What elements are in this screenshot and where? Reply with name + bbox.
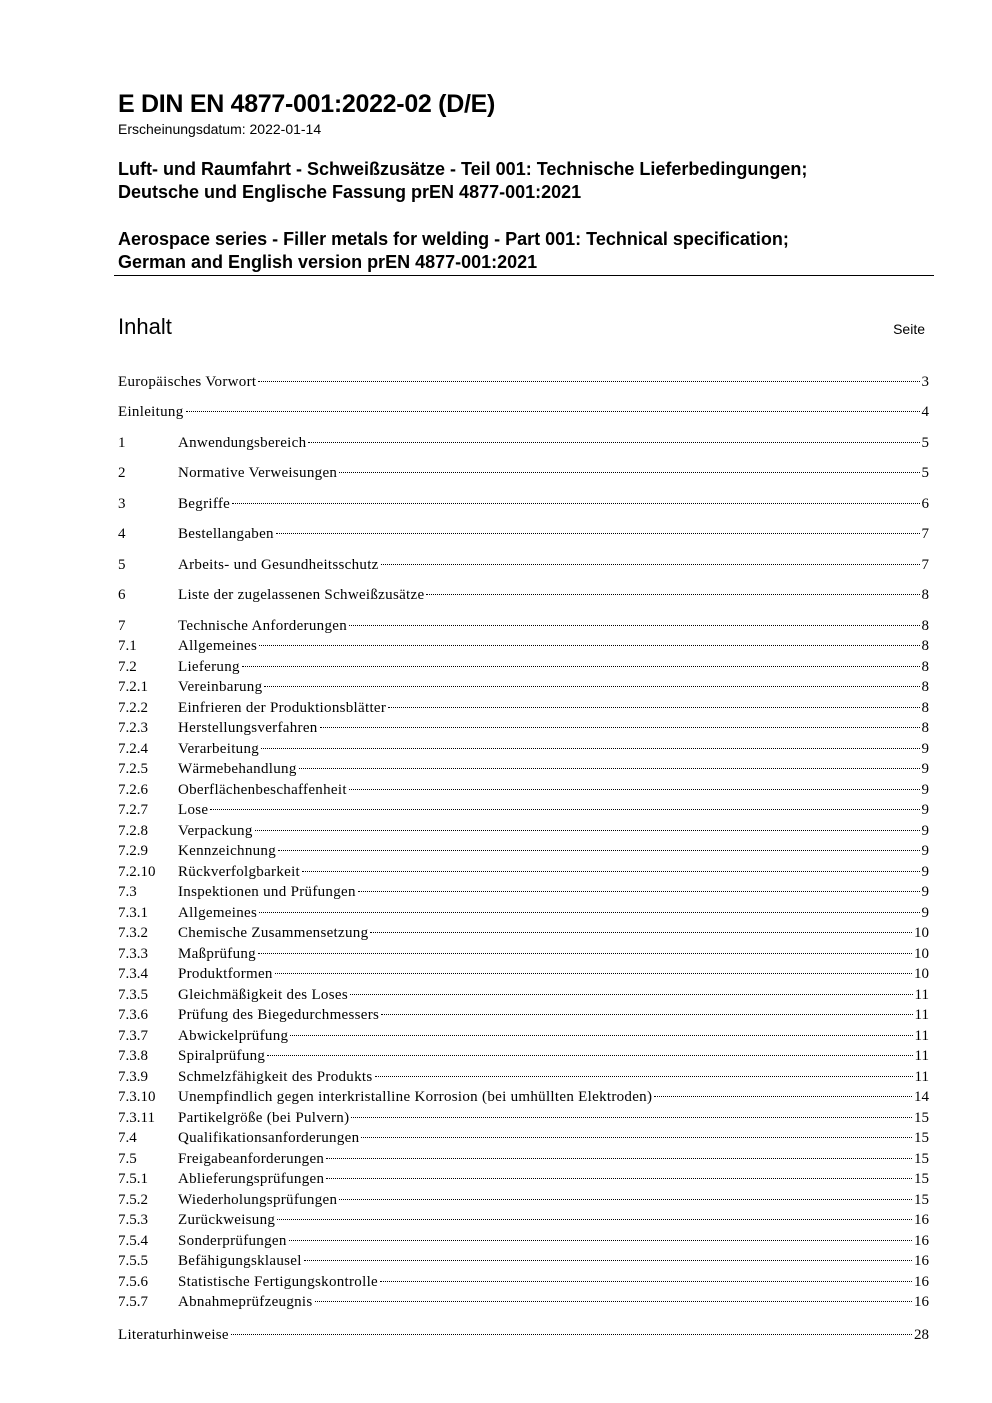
toc-entry-number: 7.3.3 [118, 946, 148, 962]
toc-entry-title: Anwendungsbereich [178, 435, 307, 451]
toc-entry-number: 7.2 [118, 659, 137, 675]
toc-entry[interactable] [118, 903, 929, 923]
toc-entry-number: 7.2.7 [118, 802, 148, 818]
toc-entry-page: 9 [921, 823, 929, 839]
toc-entry-number: 7.5.3 [118, 1212, 148, 1228]
dot-leader [264, 686, 919, 687]
toc-entry-page: 16 [914, 1253, 929, 1269]
toc-entry-title: Normative Verweisungen [178, 465, 338, 481]
toc-entry-number: 7.2.8 [118, 823, 148, 839]
toc-entry-number: 7.5.6 [118, 1274, 148, 1290]
dot-leader [276, 533, 920, 534]
dot-leader [278, 850, 919, 851]
toc-entry-number: 7.5.7 [118, 1294, 148, 1310]
dot-leader [381, 564, 920, 565]
toc-entry-page: 11 [914, 1028, 929, 1044]
toc-entry-title: Chemische Zusammensetzung [178, 925, 369, 941]
toc-entry[interactable] [118, 1149, 929, 1169]
toc-entry-title: Lose [178, 802, 209, 818]
toc-entry-title: Arbeits- und Gesundheitsschutz [178, 557, 379, 573]
toc-entry-number: 7.5.2 [118, 1192, 148, 1208]
dot-leader [326, 1158, 912, 1159]
toc-entry-number: 7.3.5 [118, 987, 148, 1003]
toc-entry-number: 7.3.6 [118, 1007, 148, 1023]
toc-entry-number: 7.2.3 [118, 720, 148, 736]
toc-entry-page: 9 [921, 782, 929, 798]
dot-leader [232, 503, 919, 504]
toc-entry-title: Einfrieren der Produktionsblätter [178, 700, 387, 716]
toc-entry-number: 7.3.1 [118, 905, 148, 921]
toc-entry[interactable] [118, 821, 929, 841]
toc-entry-page: 15 [914, 1192, 929, 1208]
toc-entry-number: 7.2.1 [118, 679, 148, 695]
toc-entry[interactable] [118, 841, 929, 861]
dot-leader [259, 645, 919, 646]
toc-entry-page: 11 [914, 1048, 929, 1064]
dot-leader [275, 973, 912, 974]
toc-entry[interactable] [118, 636, 929, 656]
toc-entry-page: 9 [921, 884, 929, 900]
toc-entry-page: 15 [914, 1110, 929, 1126]
toc-entry-number: 7.3.10 [118, 1089, 156, 1105]
toc-entry-page: 16 [914, 1294, 929, 1310]
toc-entry-title: Wärmebehandlung [178, 761, 297, 777]
toc-entry[interactable] [118, 759, 929, 779]
dot-leader [361, 1137, 912, 1138]
toc-entry-page: 5 [921, 465, 929, 481]
toc-entry-page: 15 [914, 1151, 929, 1167]
toc-entry-title: Abnahmeprüfzeugnis [178, 1294, 313, 1310]
toc-entry-title: Begriffe [178, 496, 231, 512]
toc-entry-page: 8 [921, 587, 929, 603]
toc-entry-title: Liste der zugelassenen Schweißzusätze [178, 587, 425, 603]
title-german-line-2: Deutsche und Englische Fassung prEN 4877-001:2021 [118, 182, 582, 202]
toc-entry[interactable] [118, 433, 929, 453]
dot-leader [242, 666, 920, 667]
dot-leader [350, 994, 913, 995]
publication-date: Erscheinungsdatum: 2022-01-14 [118, 121, 322, 137]
toc-entry[interactable] [118, 1067, 929, 1087]
toc-entry-page: 8 [921, 638, 929, 654]
toc-entry-title: Bestellangaben [178, 526, 274, 542]
dot-leader [349, 789, 920, 790]
toc-entry-number: 7.5.4 [118, 1233, 148, 1249]
toc-entry-number: 7.5.5 [118, 1253, 148, 1269]
dot-leader [299, 768, 920, 769]
toc-entry-page: 8 [921, 700, 929, 716]
toc-entry-number: 7.3.2 [118, 925, 148, 941]
toc-entry-title: Verarbeitung [178, 741, 260, 757]
toc-entry[interactable] [118, 1210, 929, 1230]
toc-entry-page: 10 [914, 946, 929, 962]
toc-entry-number: 7.3.11 [118, 1110, 155, 1126]
toc-entry[interactable] [118, 463, 929, 483]
toc-entry-title: Vereinbarung [178, 679, 263, 695]
dot-leader [186, 411, 920, 412]
toc-entry-title: Abwickelprüfung [178, 1028, 289, 1044]
toc-entry[interactable] [118, 964, 929, 984]
toc-entry[interactable] [118, 1272, 929, 1292]
toc-entry-page: 8 [921, 720, 929, 736]
toc-entry-number: 7.5 [118, 1151, 137, 1167]
dot-leader [277, 1219, 912, 1220]
dot-leader [259, 912, 919, 913]
toc-entry-number: 5 [118, 557, 126, 573]
toc-entry[interactable] [118, 800, 929, 820]
toc-entry[interactable] [118, 882, 929, 902]
toc-entry-title: Qualifikationsanforderungen [178, 1130, 360, 1146]
toc-entry-number: 7.3.8 [118, 1048, 148, 1064]
dot-leader [381, 1014, 912, 1015]
toc-entry-number: 7 [118, 618, 126, 634]
toc-entry-title: Lieferung [178, 659, 240, 675]
toc-entry-page: 15 [914, 1130, 929, 1146]
toc-entry-title: Befähigungsklausel [178, 1253, 302, 1269]
dot-leader [267, 1055, 912, 1056]
toc-entry-title: Maßprüfung [178, 946, 256, 962]
toc-entry-number: 7.2.6 [118, 782, 148, 798]
toc-entry[interactable] [118, 985, 929, 1005]
dot-leader [290, 1035, 912, 1036]
toc-entry-number: 3 [118, 496, 126, 512]
toc-entry-page: 10 [914, 966, 929, 982]
toc-entry-number: 7.2.4 [118, 741, 148, 757]
toc-entry-number: 7.4 [118, 1130, 137, 1146]
toc-entry-number: 7.1 [118, 638, 137, 654]
toc-entry-title: Ablieferungsprüfungen [178, 1171, 325, 1187]
toc-entry[interactable] [118, 657, 929, 677]
toc-entry-page: 11 [914, 1069, 929, 1085]
toc-entry-number: 7.3 [118, 884, 137, 900]
title-german-line-1: Luft- und Raumfahrt - Schweißzusätze - Teil 001: Technische Lieferbedingungen; [118, 159, 808, 179]
dot-leader [339, 472, 919, 473]
toc-entry-title: Europäisches Vorwort [118, 374, 257, 390]
toc-entry-page: 4 [921, 404, 929, 420]
toc-entry-page: 16 [914, 1274, 929, 1290]
dot-leader [261, 748, 919, 749]
dot-leader [210, 809, 919, 810]
dot-leader [258, 381, 919, 382]
dot-leader [315, 1301, 912, 1302]
toc-entry-number: 7.2.2 [118, 700, 148, 716]
toc-entry-title: Wiederholungsprüfungen [178, 1192, 338, 1208]
toc-entry-number: 7.2.10 [118, 864, 156, 880]
page-column-heading: Seite [893, 321, 925, 337]
toc-entry-page: 9 [921, 761, 929, 777]
toc-entry[interactable] [118, 1325, 929, 1345]
toc-entry-title: Kennzeichnung [178, 843, 277, 859]
dot-leader [380, 1281, 912, 1282]
dot-leader [351, 1117, 912, 1118]
toc-entry-number: 7.3.4 [118, 966, 148, 982]
toc-entry-page: 9 [921, 741, 929, 757]
toc-entry-number: 6 [118, 587, 126, 603]
toc-entry-title: Technische Anforderungen [178, 618, 348, 634]
dot-leader [304, 1260, 912, 1261]
toc-entry[interactable] [118, 402, 929, 422]
toc-entry[interactable] [118, 1026, 929, 1046]
toc-entry[interactable] [118, 862, 929, 882]
toc-entry-number: 7.3.7 [118, 1028, 148, 1044]
toc-entry[interactable] [118, 1046, 929, 1066]
toc-entry-title: Statistische Fertigungskontrolle [178, 1274, 378, 1290]
toc-entry-number: 7.5.1 [118, 1171, 148, 1187]
toc-entry-title: Gleichmäßigkeit des Loses [178, 987, 348, 1003]
toc-entry-title: Zurückweisung [178, 1212, 276, 1228]
toc-entry-page: 11 [914, 987, 929, 1003]
toc-entry[interactable] [118, 616, 929, 636]
toc-entry-page: 7 [921, 526, 929, 542]
toc-entry-page: 15 [914, 1171, 929, 1187]
toc-entry-page: 7 [921, 557, 929, 573]
toc-entry-page: 28 [914, 1327, 929, 1343]
dot-leader [320, 727, 920, 728]
toc-entry[interactable] [118, 585, 929, 605]
contents-heading: Inhalt [118, 314, 172, 339]
toc-entry-page: 9 [921, 864, 929, 880]
dot-leader [289, 1240, 912, 1241]
dot-leader [375, 1076, 913, 1077]
header-divider [114, 275, 934, 276]
toc-entry-number: 4 [118, 526, 126, 542]
toc-entry-page: 9 [921, 843, 929, 859]
document-id: E DIN EN 4877-001:2022-02 (D/E) [118, 90, 495, 118]
toc-entry-title: Prüfung des Biegedurchmessers [178, 1007, 380, 1023]
toc-entry-number: 1 [118, 435, 126, 451]
dot-leader [370, 932, 912, 933]
toc-entry-number: 7.3.9 [118, 1069, 148, 1085]
toc-entry[interactable] [118, 372, 929, 392]
dot-leader [308, 442, 919, 443]
dot-leader [388, 707, 919, 708]
toc-entry-page: 10 [914, 925, 929, 941]
toc-entry[interactable] [118, 923, 929, 943]
dot-leader [349, 625, 919, 626]
toc-entry[interactable] [118, 1128, 929, 1148]
dot-leader [426, 594, 919, 595]
dot-leader [255, 830, 920, 831]
toc-entry-page: 5 [921, 435, 929, 451]
toc-entry-title: Schmelzfähigkeit des Produkts [178, 1069, 373, 1085]
toc-entry-number: 7.2.5 [118, 761, 148, 777]
toc-entry[interactable] [118, 780, 929, 800]
toc-entry[interactable] [118, 494, 929, 514]
toc-entry[interactable] [118, 718, 929, 738]
toc-entry-page: 9 [921, 905, 929, 921]
toc-entry[interactable] [118, 698, 929, 718]
dot-leader [339, 1199, 912, 1200]
toc-entry-title: Produktformen [178, 966, 273, 982]
toc-entry[interactable] [118, 1292, 929, 1312]
toc-entry[interactable] [118, 555, 929, 575]
toc-entry[interactable] [118, 1251, 929, 1271]
toc-entry[interactable] [118, 1231, 929, 1251]
dot-leader [654, 1096, 912, 1097]
toc-entry-page: 16 [914, 1233, 929, 1249]
toc-entry-title: Herstellungsverfahren [178, 720, 318, 736]
toc-entry-page: 11 [914, 1007, 929, 1023]
toc-entry-title: Oberflächenbeschaffenheit [178, 782, 347, 798]
toc-entry[interactable] [118, 739, 929, 759]
toc-entry-number: 7.2.9 [118, 843, 148, 859]
toc-entry-title: Inspektionen und Prüfungen [178, 884, 356, 900]
toc-entry[interactable] [118, 1087, 929, 1107]
toc-entry-page: 14 [914, 1089, 929, 1105]
toc-entry-title: Unempfindlich gegen interkristalline Korrosion (bei umhüllten Elektroden) [178, 1089, 653, 1105]
toc-entry-number: 2 [118, 465, 126, 481]
dot-leader [302, 871, 919, 872]
toc-entry-title: Verpackung [178, 823, 253, 839]
toc-entry[interactable] [118, 524, 929, 544]
toc-entry-title: Literaturhinweise [118, 1327, 229, 1343]
dot-leader [258, 953, 912, 954]
toc-entry-title: Spiralprüfung [178, 1048, 266, 1064]
toc-entry-title: Freigabeanforderungen [178, 1151, 325, 1167]
title-english-line-1: Aerospace series - Filler metals for welding - Part 001: Technical specification; [118, 229, 789, 249]
toc-entry[interactable] [118, 1169, 929, 1189]
toc-entry-title: Rückverfolgbarkeit [178, 864, 301, 880]
toc-entry-title: Allgemeines [178, 905, 258, 921]
toc-entry-page: 16 [914, 1212, 929, 1228]
toc-entry[interactable] [118, 1190, 929, 1210]
toc-entry-page: 8 [921, 679, 929, 695]
dot-leader [326, 1178, 912, 1179]
toc-entry[interactable] [118, 944, 929, 964]
toc-entry[interactable] [118, 677, 929, 697]
dot-leader [231, 1334, 912, 1335]
toc-entry[interactable] [118, 1108, 929, 1128]
title-english-line-2: German and English version prEN 4877-001:2021 [118, 252, 538, 272]
toc-entry-title: Allgemeines [178, 638, 258, 654]
toc-entry-page: 6 [921, 496, 929, 512]
toc-entry-page: 3 [921, 374, 929, 390]
toc-entry-title: Partikelgröße (bei Pulvern) [178, 1110, 350, 1126]
toc-entry-title: Sonderprüfungen [178, 1233, 287, 1249]
toc-entry-page: 8 [921, 618, 929, 634]
dot-leader [358, 891, 920, 892]
toc-entry-title: Einleitung [118, 404, 184, 420]
toc-entry-page: 8 [921, 659, 929, 675]
toc-entry[interactable] [118, 1005, 929, 1025]
toc-entry-page: 9 [921, 802, 929, 818]
